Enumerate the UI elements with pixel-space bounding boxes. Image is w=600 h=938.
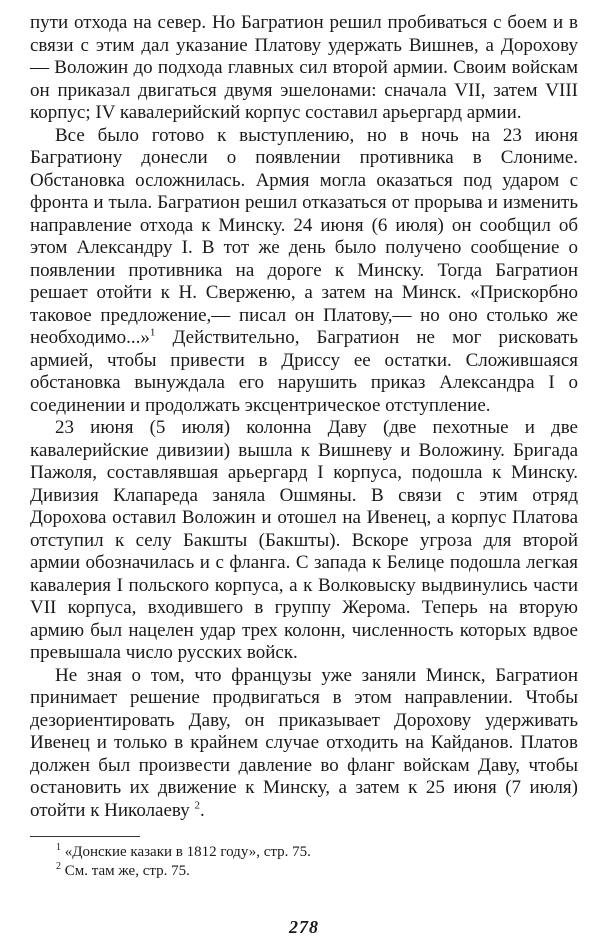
paragraph-4-text-after-footnote: . [200,799,205,821]
footnote-2 [30,862,578,881]
footnote-2-text: См. там же, стр. 75. [64,863,190,879]
paragraph-4 [30,665,578,823]
footnote-1-marker: 1 [56,842,61,853]
paragraph-3-text: 23 июня (5 июля) колонна Даву (две пехотные и две кавалерийские дивизии) вышла к Вишневу и Воложину. Бригада Пажоля, составлявшая арьергард I корпуса, подошла к Минску. Дивизия Клапареда заняла Ошмяны. В связи с этим отряд Дорохова оставил Воложин и отошел на Ивенец, а корпус Платова отступил к селу Бакшты (Бакшты). Вскоре угроза для второй армии обозначилась и с фланга. С запада к Белице подошла легкая кавалерия I польского корпуса, а к Волковыску выдвинулись части VII корпуса, входившего в группу Жерома. Теперь на вторую армию был нацелен удар трех колонн, численность которых вдвое превышала число русских войск. [30,417,578,663]
paragraph-4-text-before-footnote: Не зная о том, что французы уже заняли Минск, Багратион принимает решение продвигаться в этом направлении. Чтобы дезориентировать Даву, он приказывает Дорохову удерживать Ивенец и только в крайнем случае отходить на Кайданов. Платов должен был произвести давление во фланг войскам Даву, чтобы остановить их движение к Минску, а затем к 25 июня (7 июля) отойти к Николаеву [30,664,578,821]
paragraph-3 [30,417,578,665]
footnote-1 [30,843,578,862]
footnote-ref-1: 1 [149,326,156,339]
book-page [30,12,578,938]
footnote-divider [30,836,140,837]
footnote-ref-2: 2 [194,799,200,812]
paragraph-2-text-before-footnote: Все было готово к выступлению, но в ночь на 23 июня Багратиону донесли о появлении противника в Слониме. Обстановка осложнилась. Армия могла оказаться под ударом с фронта и тыла. Багратион решил отказаться от прорыва и изменить направление отхода к Минску. 24 июня (6 июля) он сообщил об этом Александру I. В тот же день было получено сообщение о появлении противника на дороге к Минску. Тогда Багратион решает отойти к Н. Сверженю, а затем на Минск. «Прискорбно таковое предложение,— писал он Платову,— но оно столько же необходимо...» [30,124,578,348]
paragraph-2 [30,125,578,418]
paragraph-2-text-after-footnote: Действительно, Багратион не мог рисковать армией, чтобы привести в Дриссу ее остатки. Сложившаяся обстановка вынуждала его нарушить приказ Александра I о соединении и продолжать эксцентрическое отступление. [30,327,578,416]
paragraph-1-text: пути отхода на север. Но Багратион решил пробиваться с боем и в связи с этим дал указание Платову удержать Вишнев, а Дорохову — Воложин до подхода главных сил второй армии. Своим войскам он приказал двигаться двумя эшелонами: сначала VII, затем VIII корпус; IV кавалерийский корпус составил арьергард армии. [30,12,578,123]
footnote-2-marker: 2 [56,861,61,872]
paragraph-1 [30,12,578,125]
footnote-1-text: «Донские казаки в 1812 году», стр. 75. [64,844,311,860]
page-number: 278 [289,917,319,937]
